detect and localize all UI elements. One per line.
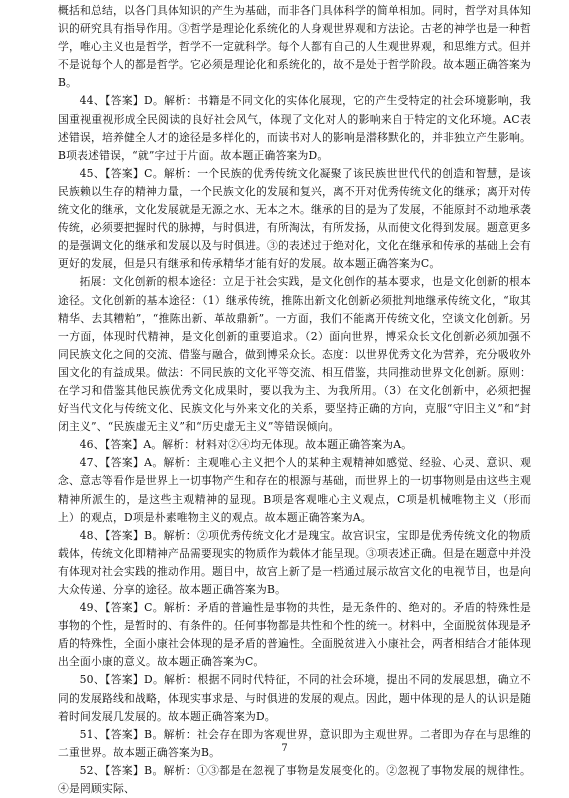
- paragraph-continuation: 概括和总结，以各门具体知识的产生为基础，而非各门具体科学的简单相加。同时，哲学对具体知识的研究具有指导作用。③哲学是理论化系统化的人身观世界观和方法论。古老的神学也是一种哲学，唯心主义也是哲学，哲学不一定就科学。每个人都有自己的人生观世界观，和思维方式。但并不是说每个人的都是哲学。它必须是理论化和系统化的，故不是处于哲学阶段。故本题正确答案为B。: [58, 4, 531, 90]
- answer-44: 44、【答案】D。解析：书籍是不同文化的实体化展现，它的产生受特定的社会环境影响，我国重视重视形成全民阅读的良好社会风气，体现了文化对人的影响来自于特定的文化环境。AC表述错误，培养健全人才的途径是多样化的，而读书对人的影响是潜移默化的，并非独立产生影响。B项表述错误，“就”字过于片面。故本题正确答案为D。: [58, 94, 531, 162]
- answer-52: 52、【答案】B。解析：①③都是在忽视了事物是发展变化的。②忽视了事物发展的规律性。④是罔顾实际、: [58, 763, 531, 796]
- answer-45: 45、【答案】C。解析：一个民族的优秀传统文化凝聚了该民族世世代代的创造和智慧，是该民族赖以生存的精神力量，一个民族文化的发展和复兴，离不开对优秀传统文化的继承；离开对传统文化的继承，文化发展就是无源之水、无本之木。继承的目的是为了发展，不能原封不动地承袭传统，必须要把握时代的脉搏，与时俱进，有所淘汰，有所发扬，从而使文化得到发展。题意更多的是强调文化的继承和发展以及与时俱进。③的表述过于绝对化，文化在继承和传承的基础上会有更好的发展，但是只有继承和传承精华才能有好的发展。故本题正确答案为C。: [58, 166, 531, 271]
- document-body: [58, 2, 531, 798]
- answer-47: 47、【答案】A。解析：主观唯心主义把个人的某种主观精神如感觉、经验、心灵、意识、观念、意志等看作是世界上一切事物产生和存在的根源与基础，而世界上的一切事物则是由这些主观精神所派生的，是这些主观精神的显现。B项是客观唯心主义观点，C项是机械唯物主义（形而上）的观点，D项是朴素唯物主义的观点。故本题正确答案为A。: [58, 456, 531, 524]
- answer-49: 49、【答案】C。解析：矛盾的普遍性是事物的共性，是无条件的、绝对的。矛盾的特殊性是事物的个性，是暂时的、有条件的。任何事物都是共性和个性的统一。材料中，全面脱贫体现是矛盾的特殊性，全面小康社会体现的是矛盾的普遍性。全面脱贫进入小康社会，两者相结合才能体现出全面小康的意义。故本题正确答案为C。: [58, 601, 531, 669]
- answer-50: 50、【答案】D。解析：根据不同时代特征，不同的社会环境，提出不同的发展思想，确立不同的发展路线和战略，体现实事求是、与时俱进的发展的观点。因此，题中体现的是人的认识是随着时间发展几发展的。故本题正确答案为D。: [58, 673, 531, 723]
- answer-51: 51、【答案】B。解析：社会存在即为客观世界，意识即为主观世界。二者即为存在与思维的二重世界。故本题正确答案为B。: [58, 727, 531, 759]
- page-number: 7: [281, 743, 288, 754]
- answer-48: 48、【答案】B。解析：②项优秀传统文化才是瑰宝。故宫识宝，宝即是优秀传统文化的物质载体，传统文化即精神产品需要现实的物质作为载体才能呈现。③项表述正确。但是在题意中并没有体现对社会实践的推动作用。题目中，故宫上新了是一档通过展示故宫文化的电视节目，也是向大众传递、分享的途径。故本题正确答案为B。: [58, 528, 531, 596]
- extension-note: 拓展：文化创新的根本途径：立足于社会实践，是文化创作的基本要求，也是文化创新的根本途径。文化创新的基本途径：（1）继承传统，推陈出新文化创新必须批判地继承传统文化，“取其精华、去其糟粕”，“推陈出新、革故鼎新”。一方面，我们不能离开传统文化，空谈文化创新。另一方面，体现时代精神，是文化创新的重要追求。（2）面向世界，博采众长文化创新必须加强不同民族文化之间的交流、借鉴与融合，做到博采众长。态度：以世界优秀文化为营养，充分吸收外国文化的有益成果。做法：不同民族的文化平等交流、相互借鉴，共同推动世界文化创新。原则：在学习和借鉴其他民族优秀文化成果时，要以我为主、为我所用。（3）在文化创新中，必须把握好当代文化与传统文化、民族文化与外来文化的关系，要坚持正确的方向，克服“守旧主义”和“封闭主义”、“民族虚无主义”和“历史虚无主义”等错误倾向。: [58, 275, 531, 434]
- answer-46: 46、【答案】A。解析：材料对②④均无体现。故本题正确答案为A。: [79, 438, 413, 452]
